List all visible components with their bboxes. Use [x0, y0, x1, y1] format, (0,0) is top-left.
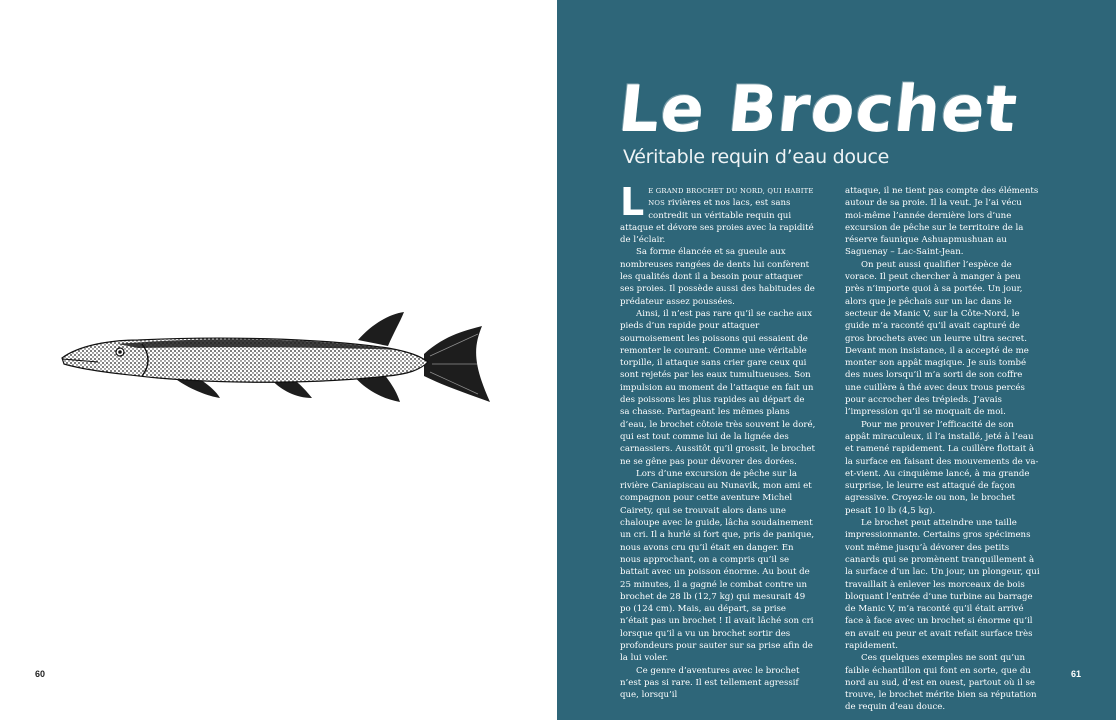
paragraph: On peut aussi qualifier l’espèce de vorace. Il peut chercher à manger à peu près n’importe quoi à sa portée. Un jour, alors que je pêchais sur un lac dans le secteur de Manic V, sur la Côte-Nord, le guide m’a raconté qu’il avait capturé de gros brochets avec un leurre ultra secret. Devant mon insistance, il a accepté de me monter son appât magique. Je suis tombé des nues lorsqu’il m’a sorti de son coffre une cuillère à thé avec deux trous percés pour accrocher des trépieds. J’avais l’impression qu’il se moquait de moi. — [845, 259, 1029, 418]
paragraph — [620, 180, 816, 246]
paragraph: Sa forme élancée et sa gueule aux nombreuses rangées de dents lui confèrent les qualités dont il a besoin pour attaquer ses proies. Il possède aussi des habitudes de prédateur assez poussées. — [620, 247, 815, 307]
lead-in: E GRAND BROCHET DU NORD, QUI HABITE NOS — [648, 187, 814, 208]
paragraph: Le brochet peut atteindre une taille impressionnante. Certains gros spécimens vont même jusqu’à dévorer des petits canards qui se promènent tranquillement à la surface d’un lac. Un jour, un plongeur, qui travaillait à enlever les morceaux de bois bloquant l’entrée d’une turbine au barrage de Manic V, m’a raconté qu’il était arrivé face à face avec un brochet si énorme qu’il en avait eu peur et avait refait surface très rapidement. — [845, 518, 1040, 651]
paragraph: Pour me prouver l’efficacité de son appât miraculeux, il l’a installé, jeté à l’eau et ramené rapidement. La cuillère flottait à la surface en faisant des mouvements de va-et-vient. Au cinquième lancé, à ma grande surprise, le leurre est attaqué de façon agressive. Croyez-le ou non, le brochet pesait 10 lb (4,5 kg). — [845, 419, 1039, 516]
chapter-title: Le Brochet — [615, 73, 1022, 147]
paragraph: Ces quelques exemples ne sont qu’un faible échantillon qui font en sorte, que du nord au sud, d’est en ouest, partout où il se trouve, le brochet mérite bien sa réputation de requin d’eau douce. — [845, 653, 1037, 713]
text-column-1 — [620, 180, 816, 701]
chapter-subtitle: Véritable requin d’eau douce — [623, 146, 889, 168]
right-page — [557, 0, 1116, 720]
text-column-2 — [845, 185, 1041, 714]
paragraph: attaque, il ne tient pas compte des éléments autour de sa proie. Il la veut. Je l’ai vécu moi-même l’année dernière lors d’une excursion de pêche sur le territoire de la réserve faunique Ashuapmushuan au Saguenay – Lac-Saint-Jean. — [845, 186, 1039, 258]
pike-fish-illustration — [58, 306, 494, 418]
page-number-right: 61 — [1071, 669, 1082, 679]
page-number-left: 60 — [35, 669, 46, 679]
paragraph-text: rivières et nos lacs, est sans contredit un véritable requin qui attaque et dévore ses proies avec la rapidité de l’éclair. — [620, 198, 814, 246]
drop-cap: L — [620, 180, 645, 224]
paragraph: Ce genre d’aventures avec le brochet n’est pas si rare. Il est tellement agressif que, lorsqu’il — [620, 665, 800, 701]
left-page — [0, 0, 557, 720]
paragraph: Lors d’une excursion de pêche sur la rivière Caniapiscau au Nunavik, mon ami et compagnon pour cette aventure Michel Cairety, qui se trouvait alors dans une chaloupe avec le guide, lâcha soudainement un cri. Il a hurlé si fort que, pris de panique, nous avons cru qu’il était en danger. En nous approchant, on a compris qu’il se battait avec un poisson énorme. Au bout de 25 minutes, il a gagné le combat contre un brochet de 28 lb (12,7 kg) qui mesurait 49 po (124 cm). Mais, au départ, sa prise n’était pas un brochet ! Il avait lâché son cri lorsque qu’il a vu un brochet sortir des profondeurs pour sauter sur sa prise afin de la lui voler. — [620, 468, 815, 664]
paragraph: Ainsi, il n’est pas rare qu’il se cache aux pieds d’un rapide pour attaquer sournoisement les poissons qui essaient de remonter le courant. Comme une véritable torpille, il attaque sans crier gare ceux qui sont rejetés par les eaux tumultueuses. Son impulsion au moment de l’attaque en fait un des poissons les plus rapides au départ de sa chasse. Partageant les mêmes plans d’eau, le brochet côtoie très souvent le doré, qui est tout comme lui de la lignée des carnassiers. Aussitôt qu’il grossit, le brochet ne se gêne pas pour dévorer des dorées. — [620, 308, 816, 467]
